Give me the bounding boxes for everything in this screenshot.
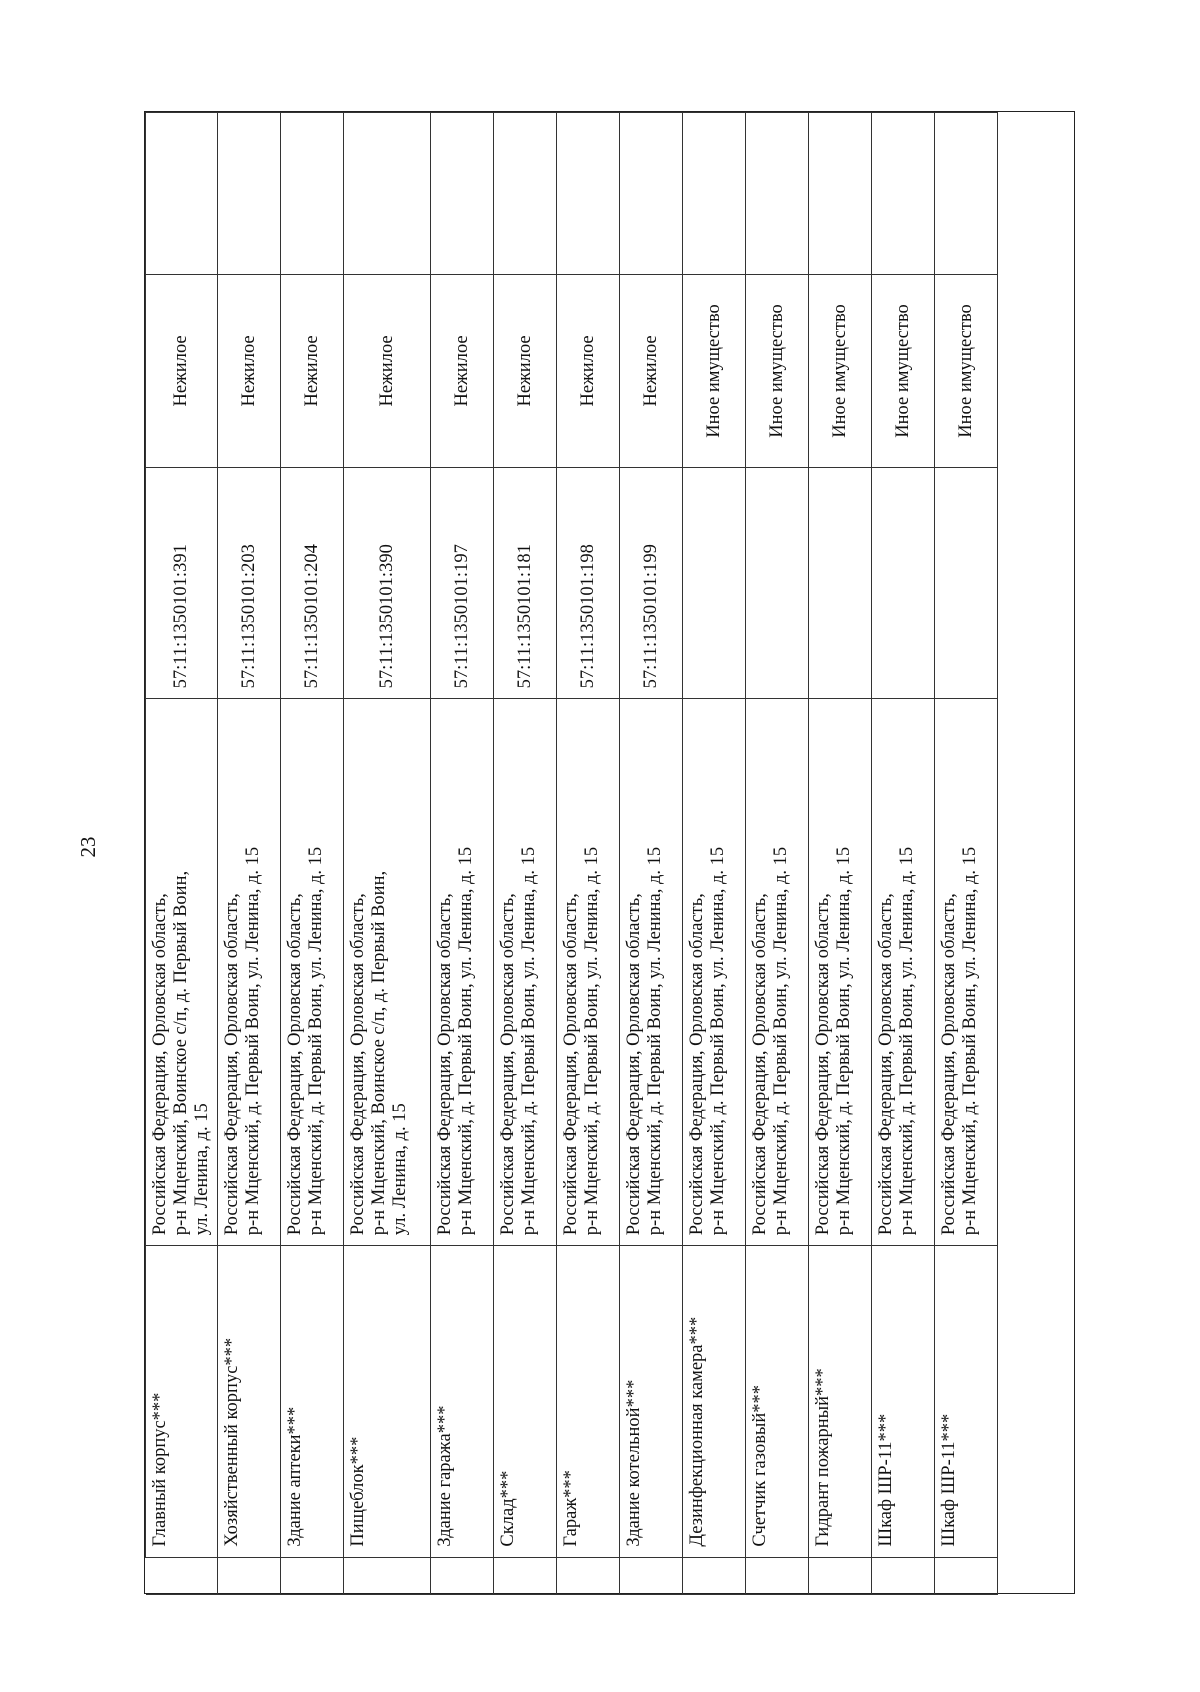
property-table [145,112,998,1595]
table-row [494,113,557,1595]
address-line: ул. Ленина, д. 15 [390,1103,410,1236]
property-type-cell: Нежилое [344,274,431,468]
address-line: Российская Федерация, Орловская область, [285,893,305,1236]
object-name-cell: Шкаф ШР-11*** [935,1246,998,1557]
address-cell [746,699,809,1246]
cadastral-number-cell [872,468,935,699]
address-cell [218,699,281,1246]
object-name-cell: Гидрант пожарный*** [809,1246,872,1557]
address-line: Российская Федерация, Орловская область, [939,893,959,1236]
address-line: р-н Мценский, д. Первый Воин, ул. Ленина, д. 15 [456,846,476,1236]
table-row [620,113,683,1595]
empty-cell [935,113,998,275]
address-line: Российская Федерация, Орловская область, [435,893,455,1236]
table-row [683,113,746,1595]
property-type-cell: Нежилое [218,274,281,468]
address-cell [809,699,872,1246]
address-line: Российская Федерация, Орловская область, [222,893,242,1236]
cadastral-number-cell: 57:11:1350101:203 [218,468,281,699]
property-type-cell: Нежилое [620,274,683,468]
object-name-cell: Здание котельной*** [620,1246,683,1557]
object-name-cell: Шкаф ШР-11*** [872,1246,935,1557]
address-line: р-н Мценский, д. Первый Воин, ул. Ленина, д. 15 [960,846,980,1236]
table-row [344,113,431,1595]
address-line: Российская Федерация, Орловская область, [876,893,896,1236]
address-line: ул. Ленина, д. 15 [192,1103,212,1236]
table-row [872,113,935,1595]
empty-cell [344,113,431,275]
row-margin-cell [935,1557,998,1594]
property-type-cell: Нежилое [494,274,557,468]
address-line: р-н Мценский, д. Первый Воин, ул. Ленина, д. 15 [519,846,539,1236]
object-name-cell: Здание аптеки*** [281,1246,344,1557]
object-name-cell: Хозяйственный корпус*** [218,1246,281,1557]
row-margin-cell [146,1557,218,1594]
cadastral-number-cell: 57:11:1350101:199 [620,468,683,699]
address-line: р-н Мценский, Воинское с/п, д. Первый Воин, [171,870,191,1236]
object-name-cell: Гараж*** [557,1246,620,1557]
property-type-cell: Нежилое [146,274,218,468]
rotated-table-container [145,112,1076,1595]
empty-cell [146,113,218,275]
address-cell [872,699,935,1246]
table-row [746,113,809,1595]
cadastral-number-cell: 57:11:1350101:181 [494,468,557,699]
row-margin-cell [281,1557,344,1594]
address-line: р-н Мценский, д. Первый Воин, ул. Ленина, д. 15 [897,846,917,1236]
address-line: р-н Мценский, д. Первый Воин, ул. Ленина, д. 15 [243,846,263,1236]
row-margin-cell [218,1557,281,1594]
address-cell [557,699,620,1246]
table-row [146,113,218,1595]
object-name-cell: Счетчик газовый*** [746,1246,809,1557]
cadastral-number-cell: 57:11:1350101:204 [281,468,344,699]
address-cell [146,699,218,1246]
address-cell [344,699,431,1246]
object-name-cell: Здание гаража*** [431,1246,494,1557]
empty-cell [746,113,809,275]
cadastral-number-cell [746,468,809,699]
table-row [218,113,281,1595]
address-line: р-н Мценский, Воинское с/п, д. Первый Воин, [369,870,389,1236]
address-line: Российская Федерация, Орловская область, [498,893,518,1236]
property-type-cell: Иное имущество [935,274,998,468]
empty-cell [809,113,872,275]
table-row [809,113,872,1595]
property-type-cell: Иное имущество [809,274,872,468]
table-row [281,113,344,1595]
row-margin-cell [872,1557,935,1594]
table-row [935,113,998,1595]
empty-cell [431,113,494,275]
address-line: р-н Мценский, д. Первый Воин, ул. Ленина, д. 15 [771,846,791,1236]
address-line: р-н Мценский, д. Первый Воин, ул. Ленина, д. 15 [834,846,854,1236]
row-margin-cell [494,1557,557,1594]
address-cell [620,699,683,1246]
address-line: р-н Мценский, д. Первый Воин, ул. Ленина, д. 15 [306,846,326,1236]
address-cell [935,699,998,1246]
row-margin-cell [431,1557,494,1594]
empty-cell [218,113,281,275]
property-table-frame [144,111,1075,1594]
empty-cell [620,113,683,275]
cadastral-number-cell: 57:11:1350101:198 [557,468,620,699]
property-type-cell: Нежилое [281,274,344,468]
table-row [431,113,494,1595]
address-cell [431,699,494,1246]
address-line: Российская Федерация, Орловская область, [687,893,707,1236]
empty-cell [281,113,344,275]
row-margin-cell [344,1557,431,1594]
property-table-body [146,113,998,1595]
cadastral-number-cell: 57:11:1350101:197 [431,468,494,699]
empty-cell [872,113,935,275]
object-name-cell: Пищеблок*** [344,1246,431,1557]
cadastral-number-cell [935,468,998,699]
empty-cell [494,113,557,275]
address-cell [683,699,746,1246]
cadastral-number-cell: 57:11:1350101:391 [146,468,218,699]
row-margin-cell [746,1557,809,1594]
table-row [557,113,620,1595]
address-line: Российская Федерация, Орловская область, [750,893,770,1236]
property-type-cell: Иное имущество [746,274,809,468]
object-name-cell: Склад*** [494,1246,557,1557]
address-cell [281,699,344,1246]
cadastral-number-cell [683,468,746,699]
row-margin-cell [683,1557,746,1594]
empty-cell [557,113,620,275]
address-line: р-н Мценский, д. Первый Воин, ул. Ленина, д. 15 [708,846,728,1236]
address-line: Российская Федерация, Орловская область, [348,893,368,1236]
cadastral-number-cell: 57:11:1350101:390 [344,468,431,699]
property-type-cell: Нежилое [557,274,620,468]
property-type-cell: Иное имущество [872,274,935,468]
address-line: Российская Федерация, Орловская область, [150,893,170,1236]
cadastral-number-cell [809,468,872,699]
row-margin-cell [809,1557,872,1594]
empty-cell [683,113,746,275]
address-cell [494,699,557,1246]
address-line: Российская Федерация, Орловская область, [561,893,581,1236]
object-name-cell: Дезинфекционная камера*** [683,1246,746,1557]
object-name-cell: Главный корпус*** [146,1246,218,1557]
address-line: Российская Федерация, Орловская область, [813,893,833,1236]
page-number: 23 [76,836,100,858]
address-line: р-н Мценский, д. Первый Воин, ул. Ленина, д. 15 [582,846,602,1236]
property-type-cell: Иное имущество [683,274,746,468]
row-margin-cell [620,1557,683,1594]
address-line: Российская Федерация, Орловская область, [624,893,644,1236]
row-margin-cell [557,1557,620,1594]
address-line: р-н Мценский, д. Первый Воин, ул. Ленина, д. 15 [645,846,665,1236]
property-type-cell: Нежилое [431,274,494,468]
